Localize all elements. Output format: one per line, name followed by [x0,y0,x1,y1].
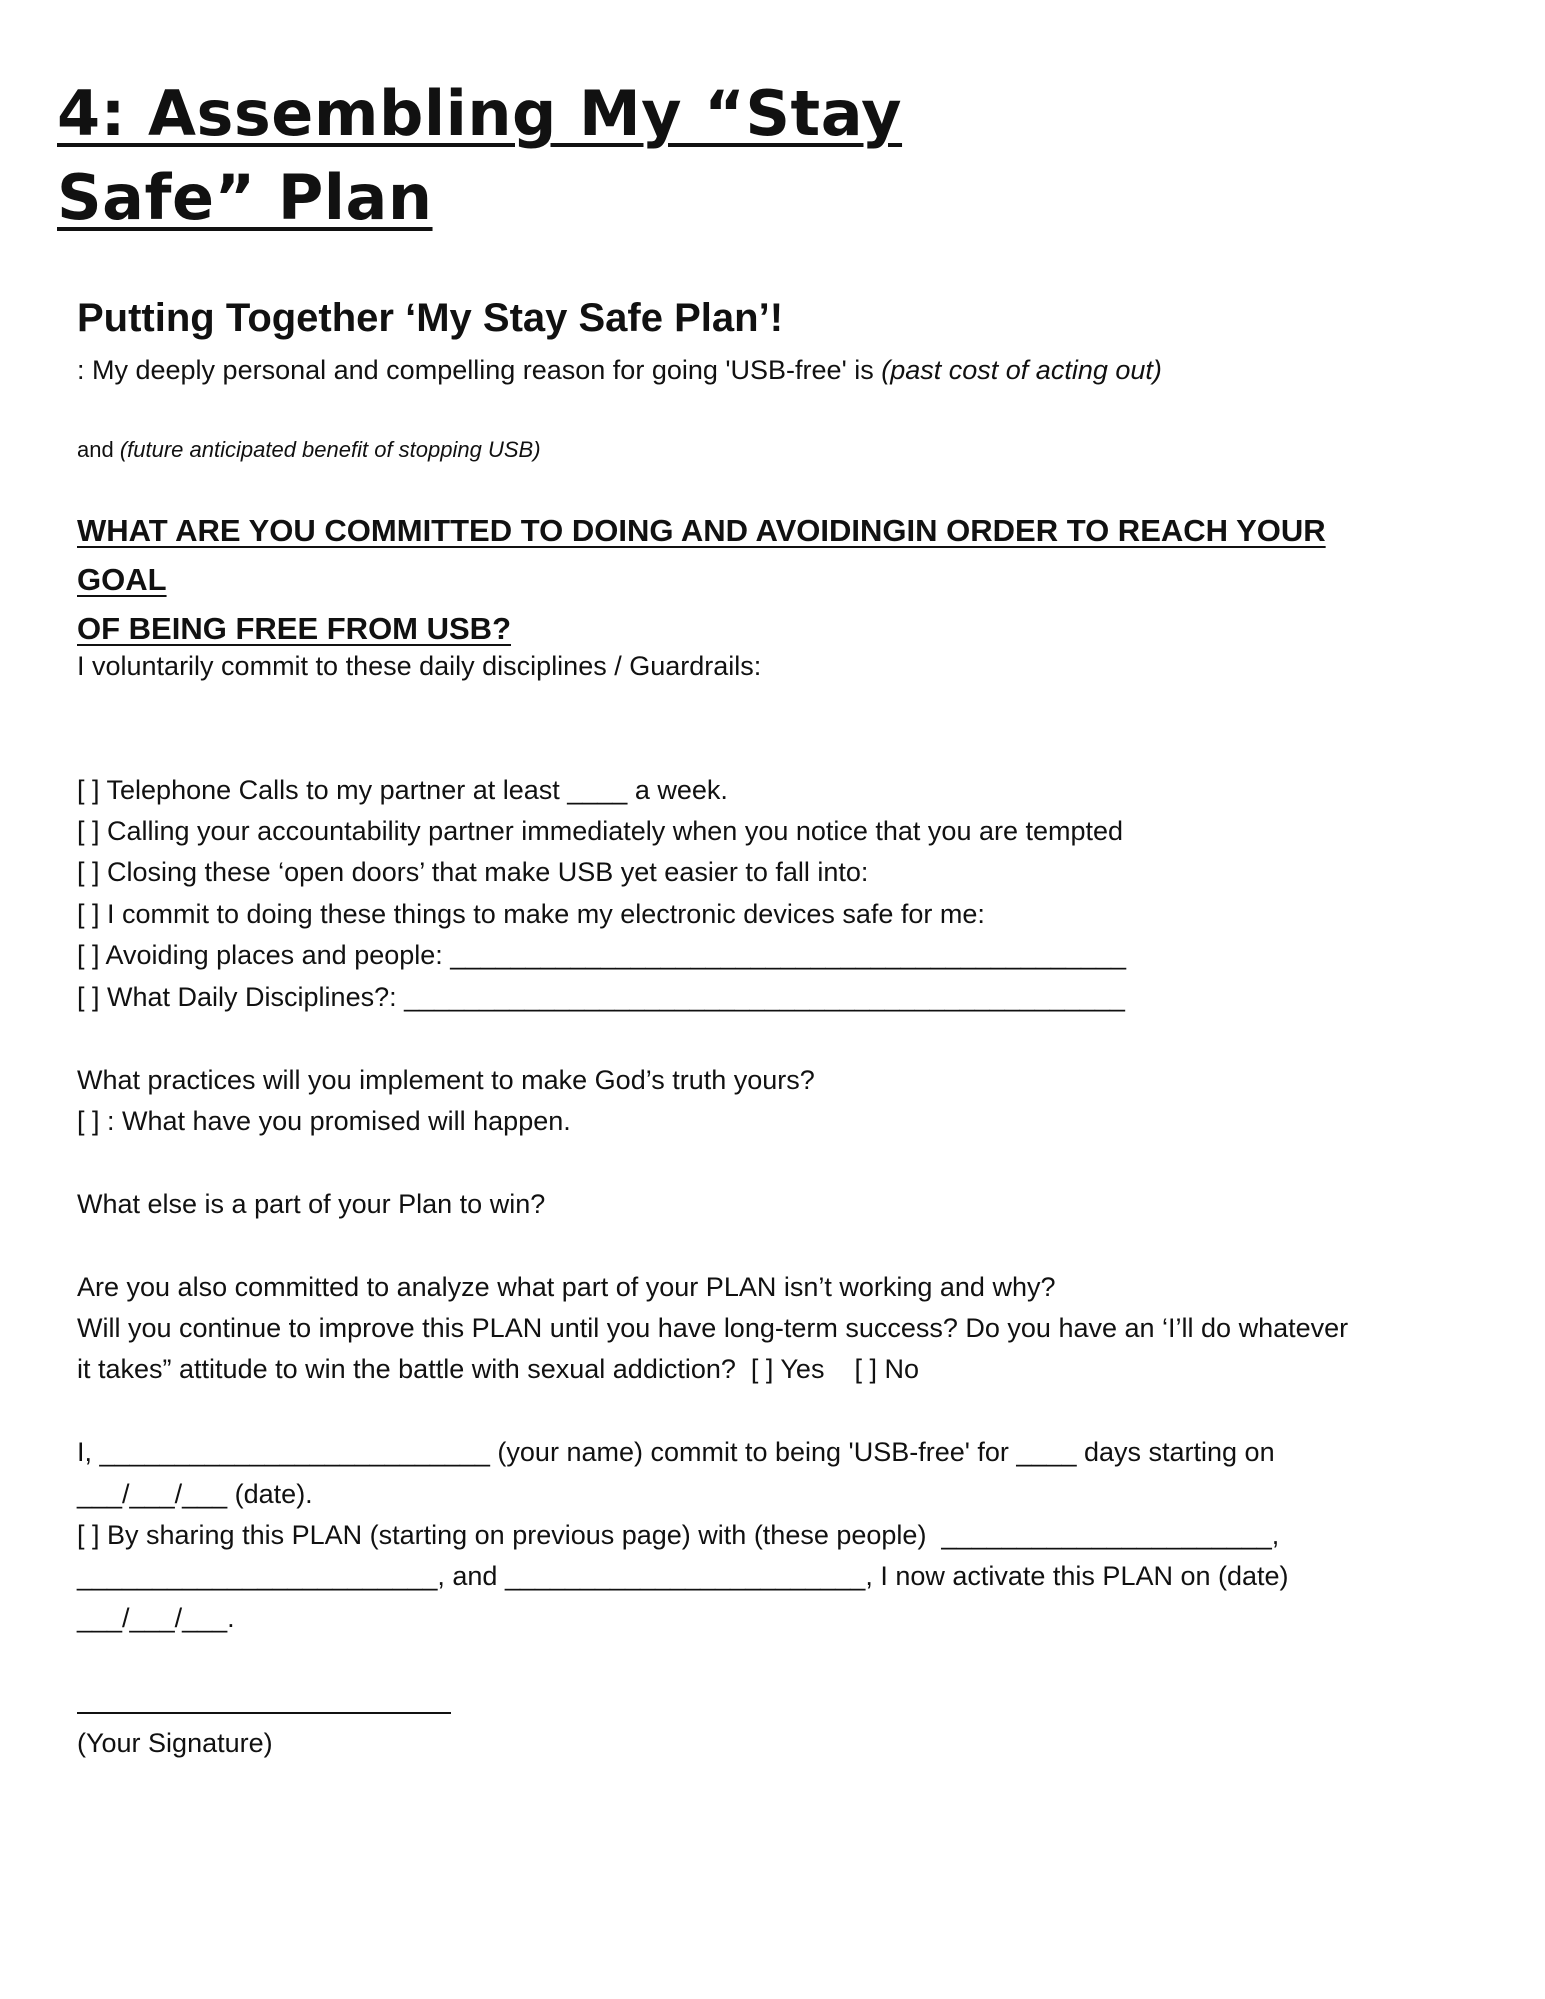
pledge-line-1[interactable]: I, __________________________ (your name) commit to being 'USB-free' for ____ days starting on [77,1437,1275,1467]
commitment-heading [77,506,1377,653]
page-title-line-2: Safe” Plan [57,161,433,234]
checklist-item-open-doors[interactable]: [ ] Closing these ‘open doors’ that make USB yet easier to fall into: [77,857,869,887]
analysis-line-1: Are you also committed to analyze what part of your PLAN isn’t working and why? [77,1272,1056,1302]
benefit-hint: (future anticipated benefit of stopping USB) [119,437,541,462]
checklist-item-disciplines[interactable]: [ ] What Daily Disciplines?: ________________________________________________ [77,982,1125,1012]
guardrails-intro: I voluntarily commit to these daily disciplines / Guardrails: [77,651,762,681]
pledge-line-5[interactable]: ___/___/___. [77,1603,235,1633]
pledge-line-3[interactable]: [ ] By sharing this PLAN (starting on previous page) with (these people) ______________________, [77,1520,1280,1550]
signature-label: (Your Signature) [77,1728,273,1758]
page-title-line-1: 4: Assembling My “Stay [57,77,903,150]
pledge-line-2[interactable]: ___/___/___ (date). [77,1479,313,1509]
benefit-line [77,433,541,467]
benefit-text: and [77,437,120,462]
reason-text: : My deeply personal and compelling reason for going 'USB-free' is [77,355,882,385]
reason-hint: (past cost of acting out) [881,355,1162,385]
analysis-line-2: Will you continue to improve this PLAN until you have long-term success? Do you have an ‘I’ll do whatever [77,1313,1349,1343]
commitment-heading-line-1: WHAT ARE YOU COMMITTED TO DOING AND AVOIDINGIN ORDER TO REACH YOUR GOAL [77,513,1326,597]
commitment-heading-line-2: OF BEING FREE FROM USB? [77,611,511,646]
checklist-item-devices[interactable]: [ ] I commit to doing these things to make my electronic devices safe for me: [77,899,985,929]
practices-item[interactable]: [ ] : What have you promised will happen. [77,1106,571,1136]
section-heading: Putting Together ‘My Stay Safe Plan’! [77,296,784,340]
analysis-line-3[interactable]: it takes” attitude to win the battle with sexual addiction? [ ] Yes [ ] No [77,1354,919,1384]
page-title [57,72,957,240]
plan-question: What else is a part of your Plan to win? [77,1189,546,1219]
checklist-item-accountability[interactable]: [ ] Calling your accountability partner immediately when you notice that you are tempted [77,816,1124,846]
reason-line [77,353,1162,387]
practices-question: What practices will you implement to make God’s truth yours? [77,1065,815,1095]
checklist-item-avoiding[interactable]: [ ] Avoiding places and people: _____________________________________________ [77,940,1127,970]
pledge-line-4[interactable]: ________________________, and ________________________, I now activate this PLAN on (date) [77,1561,1289,1591]
signature-line[interactable] [77,1712,451,1714]
checklist-item-calls[interactable]: [ ] Telephone Calls to my partner at least ____ a week. [77,775,728,805]
